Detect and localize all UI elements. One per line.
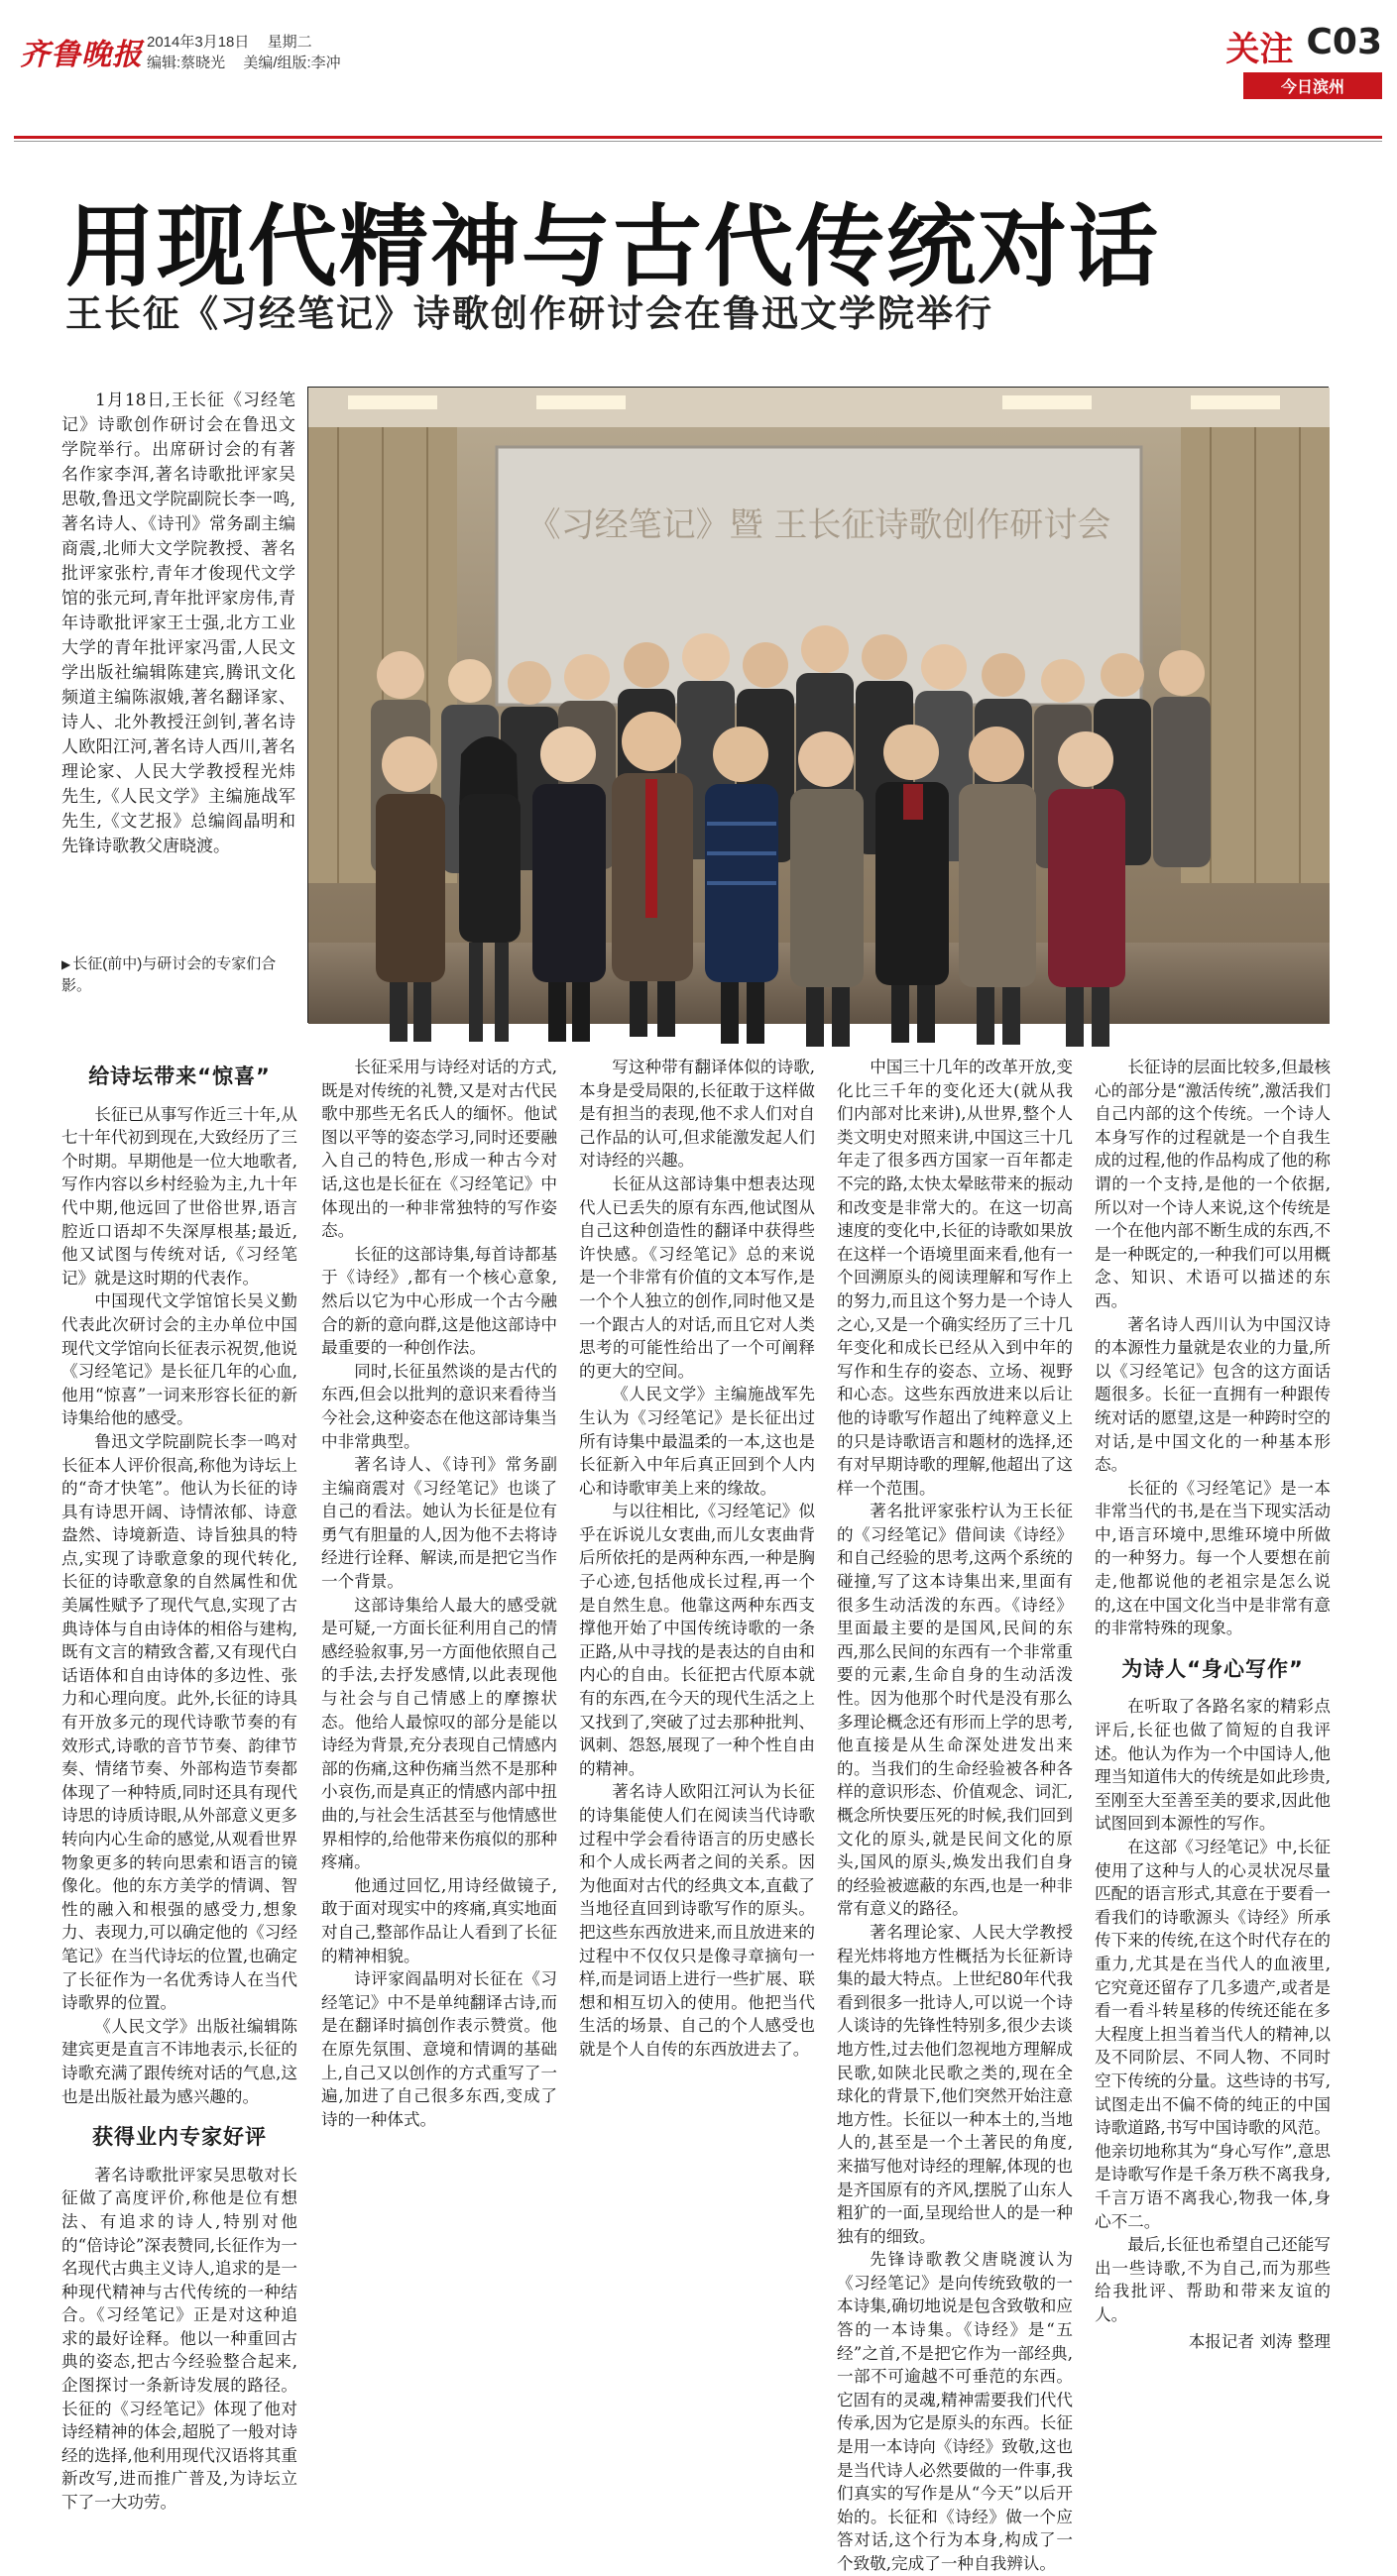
section-heading-body-mind: 为诗人“身心写作” xyxy=(1121,1656,1304,1681)
body-paragraph: 著名批评家张柠认为王长征的《习经笔记》借间读《诗经》和自己经验的思考,这两个系统的碰撞,写了这本诗集出来,里面有很多生动活泼的东西。《诗经》里面最主要的是国风,民间的东西,那么民间的东西有一个非常重要的元素,生命自身的生动活泼性。因为他那个时代是没有那么多理论概念还有形而上学的思考,他直接是从生命深处进发出来的。当我们的生命经验被各种各样的意识形态、价值观念、词汇,概念所快要压死的时候,我们回到文化的原头,就是民间文化的原头,国风的原头,焕发出我们自身的经验被遮蔽的东西,也是一种非常有意义的路径。 xyxy=(837,1502,1073,1919)
body-paragraph: 最后,长征也希望自己还能写出一些诗歌,不为自己,而为那些给我批评、帮助和带来友谊的人。 xyxy=(1095,2235,1331,2324)
section-heading-surprise: 给诗坛带来“惊喜” xyxy=(88,1064,271,1088)
column-3 xyxy=(579,1056,815,2062)
editor-credit: 编辑:蔡晓光 xyxy=(147,55,226,71)
body-paragraph: 《人民文学》主编施战军先生认为《习经笔记》是长征出过所有诗集中最温柔的一本,这也是长征新入中年后真正回到个人内心和诗歌审美上来的缘故。 xyxy=(579,1385,815,1498)
body-paragraph: 著名诗人欧阳江河认为长征的诗集能使人们在阅读当代诗歌过程中学会看待语言的历史感长和个人成长两者之间的关系。因为他面对古代的经典文本,直截了当地径直回到诗歌写作的原头。把这些东西放进来,而且放进来的过程中不仅仅只是像寻章摘句一样,而是词语上进行一些扩展、联想和相互切入的使用。他把当代生活的场景、自己的个人感受也就是个人自传的东西放进去了。 xyxy=(579,1782,815,2059)
masthead xyxy=(14,12,1382,121)
body-paragraph: 著名诗人、《诗刊》常务副主编商震对《习经笔记》也谈了自己的看法。她认为长征是位有勇气有胆量的人,因为他不去将诗经进行诠释、解读,而是把它当作一个背景。 xyxy=(321,1455,557,1592)
body-paragraph: 长征从这部诗集中想表达现代人已丢失的原有东西,他试图从自己这种创造性的翻译中获得些许快感。《习经笔记》总的来说是一个非常有价值的文本写作,是一个个人独立的创作,同时他又是一个跟古人的对话,而且它对人类思考的可能性给出了一个可阐释的更大的空间。 xyxy=(579,1174,815,1381)
section-heading-praise: 获得业内专家好评 xyxy=(92,2125,267,2150)
body-paragraph: 在这部《习经笔记》中,长征使用了这种与人的心灵状况尽量匹配的语言形式,其意在于要看一看我们的诗歌源头《诗经》所承传下来的传统,在这个时代存在的重力,尤其是在当代人的血液里,它究竟还留存了几多遗产,或者是看一看斗转星移的传统还能在多大程度上担当着当代人的精神,以及不同阶层、不同人物、不同时空下传统的分量。这些诗的书写,试图走出不偏不倚的纯正的中国诗歌道路,书写中国诗歌的风范。他亲切地称其为“身心写作”,意思是诗歌写作是千条万秩不离我身,千言万语不离我心,物我一体,身心不二。 xyxy=(1095,1838,1331,2231)
body-paragraph: 先锋诗歌教父唐晓渡认为《习经笔记》是向传统致敬的一本诗集,确切地说是包含致敬和应答的一本诗集。《诗经》是“五经”之首,不是把它作为一部经典,一部不可逾越不可垂范的东西。它固有的灵魂,精神需要我们代代传承,因为它是原头的东西。长征是用一本诗向《诗经》致敬,这也是当代诗人必然要做的一件事,我们真实的写作是从“今天”以后开始的。长征和《诗经》做一个应答对话,这个行为本身,构成了一个致敬,完成了一种自我辨认。 xyxy=(837,2250,1073,2573)
body-paragraph: 这部诗集给人最大的感受就是可疑,一方面长征利用自己的情感经验叙事,另一方面他依照自己的手法,去抒发感情,以此表现他与社会与自己情感上的摩擦状态。他给人最惊叹的部分是能以诗经为背景,充分表现自己情感内部的伤痛,这种伤痛当然不是那种小哀伤,而是真正的情感内部中扭曲的,与社会生活甚至与他情感世界相悖的,给他带来伤痕似的那种疼痛。 xyxy=(321,1595,557,1872)
section-badge xyxy=(1225,22,1382,99)
body-paragraph: 诗评家阎晶明对长征在《习经笔记》中不是单纯翻译古诗,而是在翻译时搞创作表示赞赏。他在原先氛围、意境和情调的基础上,自己又以创作的方式重写了一遍,加进了自己很多东西,变成了诗的一种体式。 xyxy=(321,1969,557,2129)
headline: 用现代精神与古代传统对话 xyxy=(65,195,1160,299)
column-4 xyxy=(837,1056,1073,2576)
body-paragraph: 著名理论家、人民大学教授程光炜将地方性概括为长征新诗集的最大特点。上世纪80年代我看到很多一批诗人,可以说一个诗人谈诗的先锋性特别多,很少去谈地方性,过去他们忽视地方理解成民歌,如陕北民歌之类的,现在全球化的背景下,他们突然开始注意地方性。长征以一种本土的,当地人的,甚至是一个土著民的角度,来描写他对诗经的理解,体现的也是齐国原有的齐风,摆脱了山东人粗犷的一面,呈现给世人的是一种独有的细致。 xyxy=(837,1922,1073,2246)
issue-weekday: 星期二 xyxy=(267,34,312,51)
section-title: 关注 xyxy=(1225,30,1294,69)
column-1 xyxy=(61,1056,297,2515)
newspaper-logo: 齐鲁晚报 xyxy=(20,38,143,72)
body-paragraph: 同时,长征虽然谈的是古代的东西,但会以批判的意识来看待当今社会,这种姿态在他这部诗集当中非常典型。 xyxy=(321,1361,557,1451)
article-body xyxy=(61,1056,1331,2573)
caption-triangle-icon: ▶ xyxy=(61,957,71,971)
subsection-label: 今日滨州 xyxy=(1243,72,1382,99)
body-paragraph: 写这种带有翻译体似的诗歌,本身是受局限的,长征敢于这样做是有担当的表现,他不求人们对自己作品的认可,但求能激发起人们对诗经的兴趣。 xyxy=(579,1058,815,1171)
body-paragraph: 著名诗歌批评家吴思敬对长征做了高度评价,称他是位有想法、有追求的诗人,特别对他的“倍诗论”深表赞同,长征作为一名现代古典主义诗人,追求的是一种现代精神与古代传统的一种结合。《习经笔记》正是对这种追求的最好诠释。他以一种重回古典的姿态,把古今经验整合起来,企图探讨一条新诗发展的路径。长征的《习经笔记》体现了他对诗经精神的体会,超脱了一般对诗经的选择,他利用现代汉语将其重新改写,进而推广普及,为诗坛立下了一大功劳。 xyxy=(61,2165,297,2513)
body-paragraph: 与以往相比,《习经笔记》似乎在诉说儿女衷曲,而儿女衷曲背后所依托的是两种东西,一种是胸子心迹,包括他成长过程,再一个是自然生息。他靠这两种东西支撑他开始了中国传统诗歌的一条正路,从中寻找的是表达的自由和内心的自由。长征把古代原本就有的东西,在今天的现代生活之上又找到了,突破了过去那种批判、讽刺、怨怒,展现了一种个性自由的精神。 xyxy=(579,1502,815,1778)
header-rule-thin xyxy=(14,141,1382,142)
photo-caption-text: 长征(前中)与研讨会的专家们合影。 xyxy=(61,955,277,994)
body-paragraph: 他通过回忆,用诗经做镜子,敢于面对现实中的疼痛,真实地面对自己,整部作品让人看到了长征的精神相貌。 xyxy=(321,1875,557,1965)
lead-paragraph: 1月18日,王长征《习经笔记》诗歌创作研讨会在鲁迅文学院举行。出席研讨会的有著名作家李洱,著名诗歌批评家吴思敬,鲁迅文学院副院长李一鸣,著名诗人、《诗刊》常务副主编商震,北师大文学院教授、著名批评家张柠,青年才俊现代文学馆的张元珂,青年批评家房伟,青年诗歌批评家王士强,北方工业大学的青年批评家冯雷,人民文学出版社编辑陈建宾,腾讯文化频道主编陈淑娥,著名翻译家、诗人、北外教授汪剑钊,著名诗人欧阳江河,著名诗人西川,著名理论家、人民大学教授程光炜先生,《人民文学》主编施战军先生,《文艺报》总编阎晶明和先锋诗歌教父唐晓渡。 xyxy=(61,391,295,856)
issue-meta xyxy=(147,32,355,73)
body-paragraph: 长征诗的层面比较多,但最核心的部分是“激活传统”,激活我们自己内部的这个传统。一个诗人本身写作的过程就是一个自我生成的过程,他的作品构成了他的称谓的一个支持,是他的一个依据,所以对一个诗人来说,这个传统是一个在他内部不断生成的东西,不是一种既定的,一种我们可以用概念、知识、术语可以描述的东西。 xyxy=(1095,1058,1331,1310)
photo-banner-text: 《习经笔记》暨 王长征诗歌创作研讨会 xyxy=(526,505,1111,545)
page-number: C03 xyxy=(1306,22,1382,62)
issue-date: 2014年3月18日 xyxy=(147,34,250,51)
body-paragraph: 长征的《习经笔记》是一本非常当代的书,是在当下现实活动中,语言环境中,思维环境中所做的一种努力。每一个人要想在前走,他都说他的老祖宗是怎么说的,这在中国文化当中是非常有意的非常特殊的现象。 xyxy=(1095,1478,1331,1638)
body-paragraph: 著名诗人西川认为中国汉诗的本源性力量就是农业的力量,所以《习经笔记》包含的这方面话题很多。长征一直拥有一种跟传统对话的愿望,这是一种跨时空的对话,是中国文化的一种基本形态。 xyxy=(1095,1314,1331,1475)
photo-caption xyxy=(61,953,295,996)
designer-credit: 美编/组版:李冲 xyxy=(243,55,341,71)
group-photo xyxy=(307,387,1329,1023)
column-2 xyxy=(321,1056,557,2131)
body-paragraph: 在听取了各路名家的精彩点评后,长征也做了简短的自我评述。他认为作为一个中国诗人,他理当知道伟大的传统是如此珍贵,至刚至大至善至美的要求,因此他试图回到本源性的写作。 xyxy=(1095,1697,1331,1834)
body-paragraph: 《人民文学》出版社编辑陈建宾更是直言不讳地表示,长征的诗歌充满了跟传统对话的气息,这也是出版社最为感兴趣的。 xyxy=(61,2016,297,2106)
body-paragraph: 中国三十几年的改革开放,变化比三千年的变化还大(就从我们内部对比来讲),从世界,整个人类文明史对照来讲,中国这三十几年走了很多西方国家一百年都走不完的路,太快太晕眩带来的振动和改变是非常大的。在这一切高速度的变化中,长征的诗歌如果放在这样一个语境里面来看,他有一个回溯原头的阅读理解和写作上的努力,而且这个努力是一个诗人之心,又是一个确实经历了三十几年变化和成长已经从入到中年的写作和生存的姿态、立场、视野和心态。这些东西放进来以后让他的诗歌写作超出了纯粹意义上的只是诗歌语言和题材的选择,还有对早期诗歌的理解,他超出了这样一个范围。 xyxy=(837,1058,1073,1498)
body-paragraph: 长征已从事写作近三十年,从七十年代初到现在,大致经历了三个时期。早期他是一位大地歌者,写作内容以乡村经验为主,九十年代中期,他远回了世俗世界,语言腔近口语却不失深厚根基;最近,他又试图与传统对话,《习经笔记》就是这时期的代表作。 xyxy=(61,1104,297,1288)
body-paragraph: 鲁迅文学院副院长李一鸣对长征本人评价很高,称他为诗坛上的“奇才快笔”。他认为长征的诗具有诗思开阔、诗情浓郁、诗意盎然、诗境新造、诗旨独具的特点,实现了诗歌意象的现代转化,长征的诗歌意象的自然属性和优美属性赋予了现代气息,实现了古典诗体与自由诗体的相俗与建构,既有文言的精致含蓄,又有现代白话语体和自由诗体的多边性、张力和心理向度。此外,长征的诗具有开放多元的现代诗歌节奏的有效形式,诗歌的音节节奏、韵律节奏、情绪节奏、外部构造节奏都体现了一种特质,同时还具有现代诗思的诗质诗眼,从外部意义更多转向内心生命的感觉,从观看世界物象更多的转向思索和语言的镜像化。他的东方美学的情调、智性的融入和根强的感受力,想象力、表现力,可以确定他的《习经笔记》在当代诗坛的位置,也确定了长征作为一名优秀诗人在当代诗歌界的位置。 xyxy=(61,1431,297,2013)
group-photo-illustration xyxy=(308,388,1330,1024)
reporter-byline: 本报记者 刘涛 整理 xyxy=(1188,2332,1331,2352)
header-rule xyxy=(14,136,1382,139)
column-5 xyxy=(1095,1056,1331,2354)
body-paragraph: 长征采用与诗经对话的方式,既是对传统的礼赞,又是对古代民歌中那些无名氏人的缅怀。他试图以平等的姿态学习,同时还要融入自己的特色,形成一种古今对话,这也是长征在《习经笔记》中体现出的一种非常独特的写作姿态。 xyxy=(321,1058,557,1241)
body-paragraph: 长征的这部诗集,每首诗都基于《诗经》,都有一个核心意象,然后以它为中心形成一个古今融合的新的意向群,这是他这部诗中最重要的一种创作法。 xyxy=(321,1244,557,1358)
body-paragraph: 中国现代文学馆馆长吴义勤代表此次研讨会的主办单位中国现代文学馆向长征表示祝贺,他说《习经笔记》是长征几年的心血,他用“惊喜”一词来形容长征的新诗集给他的感受。 xyxy=(61,1291,297,1428)
subheadline: 王长征《习经笔记》诗歌创作研讨会在鲁迅文学院举行 xyxy=(65,292,993,335)
